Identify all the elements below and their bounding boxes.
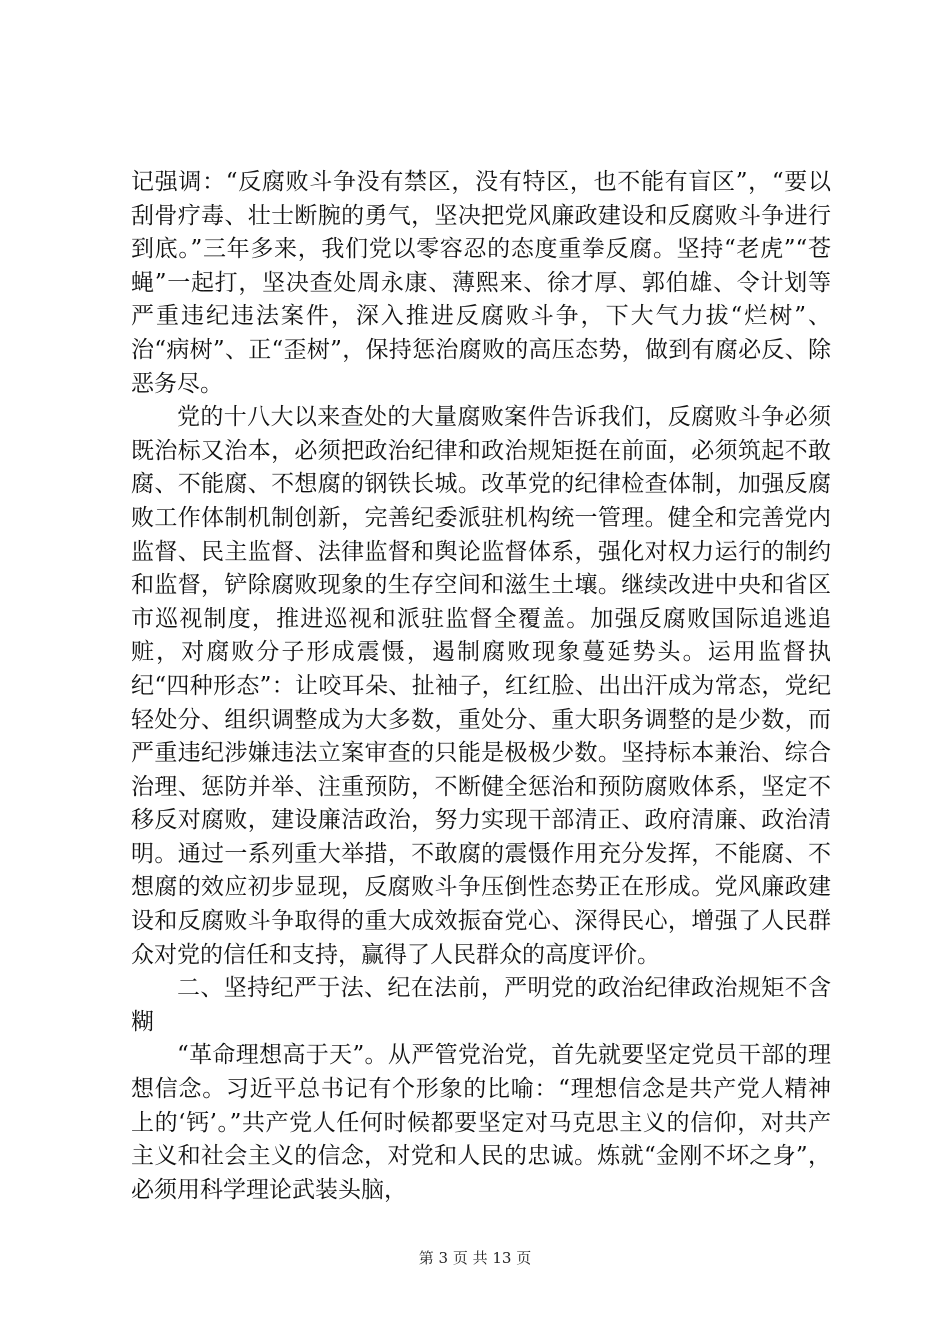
paragraph-anticorruption-results: 党的十八大以来查处的大量腐败案件告诉我们，反腐败斗争必须既治标又治本，必须把政治纪律和政治规矩挺在前面，必须筑起不敢腐、不能腐、不想腐的钢铁长城。改革党的纪律检查体制，加强反腐败工作体制机制创新，完善纪委派驻机构统一管理。健全和完善党内监督、民主监督、法律监督和舆论监督体系，强化对权力运行的制约和监督，铲除腐败现象的生存空间和滋生土壤。继续改进中央和省区市巡视制度，推进巡视和派驻监督全覆盖。加强反腐败国际追逃追赃，对腐败分子形成震慑，遏制腐败现象蔓延势头。运用监督执纪“四种形态”：让咬耳朵、扯袖子，红红脸、出出汗成为常态，党纪轻处分、组织调整成为大多数，重处分、重大职务调整的是少数，而严重违纪涉嫌违法立案审查的只能是极极少数。坚持标本兼治、综合治理、惩防并举、注重预防，不断健全惩治和预防腐败体系，坚定不移反对腐败，建设廉洁政治，努力实现干部清正、政府清廉、政治清明。通过一系列重大举措，不敢腐的震慑作用充分发挥，不能腐、不想腐的效应初步显现，反腐败斗争压倒性态势正在形成。党风廉政建设和反腐败斗争取得的重大成效振奋党心、深得民心，增强了人民群众对党的信任和支持，赢得了人民群众的高度评价。 xyxy=(131,404,831,968)
page-number-footer: 第 3 页 共 13 页 xyxy=(418,1249,532,1267)
paragraph-continuation: 记强调：“反腐败斗争没有禁区，没有特区，也不能有盲区”，“要以刮骨疗毒、壮士断腕的勇气，坚决把党风廉政建设和反腐败斗争进行到底。”三年多来，我们党以零容忍的态度重拳反腐。坚持“老虎”“苍蝇”一起打，坚决查处周永康、薄熙来、徐才厚、郭伯雄、令计划等严重违纪违法案件，深入推进反腐败斗争，下大气力拔“烂树”、治“病树”、正“歪树”，保持惩治腐败的高压态势，做到有腐必反、除恶务尽。 xyxy=(131,169,831,397)
paragraph-ideals-beliefs: “革命理想高于天”。从严管党治党，首先就要坚定党员干部的理想信念。习近平总书记有个形象的比喻：“理想信念是共产党人精神上的‘钙’。”共产党人任何时候都要坚定对马克思主义的信仰，对共产主义和社会主义的信念，对党和人民的忠诚。炼就“金刚不坏之身”，必须用科学理论武装头脑， xyxy=(131,1042,831,1203)
section-heading-two: 二、坚持纪严于法、纪在法前，严明党的政治纪律政治规矩不含糊 xyxy=(131,975,831,1035)
document-body xyxy=(131,166,831,1207)
